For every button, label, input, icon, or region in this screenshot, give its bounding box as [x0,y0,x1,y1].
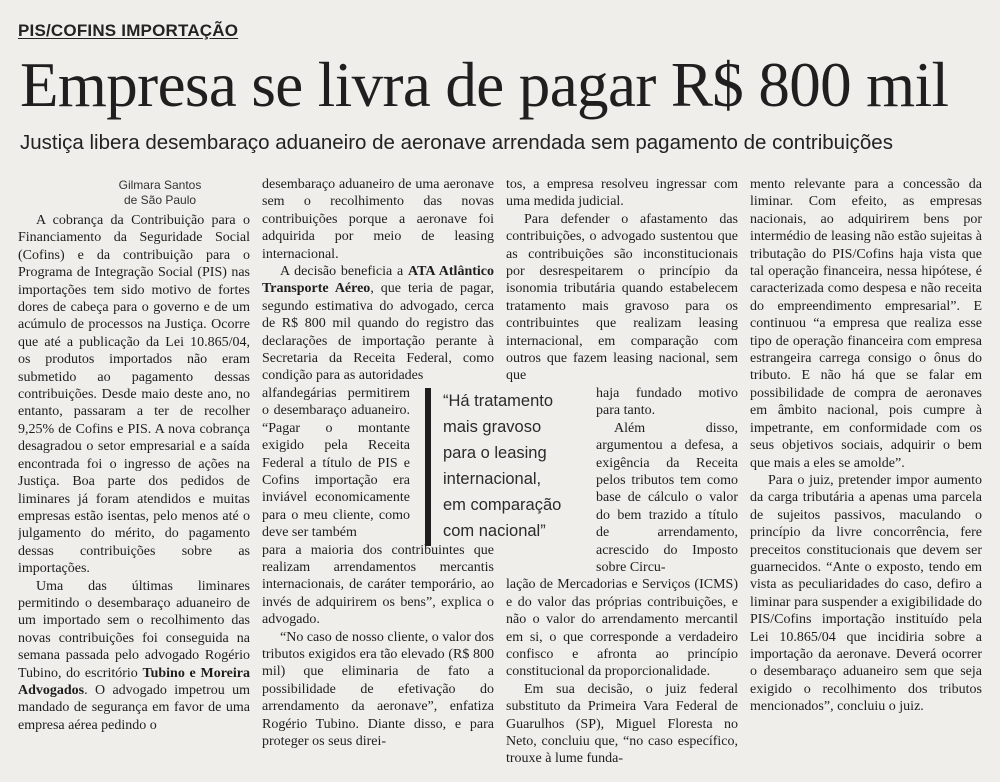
paragraph: desembaraço aduaneiro de uma aeronave sem o recolhimento das novas contribuições porque a aeronave foi adquirida por meio de leasing internacional. [262,177,494,262]
paragraph: para a maioria dos contribuintes que realizam arrendamentos mercantis internacionais, de caráter temporário, ao invés de adquirirem os bens”, explica o advogado. [262,542,494,628]
paragraph-wrapped: alfandegárias permitirem o desembaraço aduaneiro. “Pagar o montante exigido pela Receita Federal a título de PIS e Cofins importação era inviável economicamente para o meu cliente, como deve ser também [262,385,410,541]
article-column-1 [18,212,250,757]
section-rubric: PIS/COFINS IMPORTAÇÃO [18,21,239,40]
paragraph: A decisão beneficia a ATA Atlântico Transporte Aéreo, que teria de pagar, segundo estimativa do advogado, cerca de R$ 800 mil quando do registro das declarações de importação perante à Secretaria da Receita Federal, como condição para as autoridades [262,264,494,384]
pull-quote-line: com nacional” [443,522,546,540]
paragraph: Para o juiz, pretender impor aumento da carga tributária a apenas uma parcela de sujeitos passivos, maculando o princípio da livre concorrência, fere preceitos constitucionais que devem ser guarnecidos. “Ante o exposto, tendo em vista as peculiaridades do caso, defiro a liminar para suspender a exigibilidade do PIS/Cofins importação instituído pela Lei 10.865/04 que incidiria sobre a importação da aeronave. Deverá ocorrer o desembaraço aduaneiro sem que seja exigido o recolhimento dos tributos mencionados”, concluiu o juiz. [750,472,982,715]
pull-quote-line: para o leasing [443,444,547,462]
pull-quote-line: em comparação [443,496,562,514]
paragraph: Para defender o afastamento das contribuições, o advogado sustentou que as contribuições são inconstitucionais por desrespeitarem o princípio da isonomia tributária quando estabelecem tratamento mais gravoso para os contribuintes que realizam leasing internacional, em comparação com outros que fazem leasing nacional, sem que [506,211,738,384]
author-name: Gilmara Santos [118,178,202,192]
paragraph: lação de Mercadorias e Serviços (ICMS) e do valor das próprias contribuições, e não o valor do arrendamento mercantil em si, o que corresponde a verdadeiro confisco e afronta ao princípio constitucional da proporcionalidade. [506,577,738,680]
pull-quote [425,388,590,546]
paragraph: tos, a empresa resolveu ingressar com uma medida judicial. [506,177,738,210]
law-firm-name: Tubino e Moreira Advogados [18,665,250,698]
company-name: ATA Atlântico Transporte Aéreo [262,264,494,297]
paragraph: “No caso de nosso cliente, o valor dos tributos exigidos era tão elevado (R$ 800 mil) que eliminaria de fato a possibilidade de efetivação do arrendamento da aeronave”, enfatiza Rogério Tubino. Diante disso, e para proteger os seus direi- [262,629,494,749]
article-column-4 [750,176,982,776]
paragraph: Uma das últimas liminares permitindo o desembaraço aduaneiro de um importado sem o recolhimento das novas contribuições foi conseguida na semana passada pelo advogado Rogério Tubino, do escritório Tubino e Moreira Advogados. O advogado impetrou um mandado de segurança em favor de uma empresa aérea pedindo o [18,578,250,733]
pull-quote-line: mais gravoso [443,418,542,436]
pull-quote-line: “Há tratamento [443,392,554,410]
headline: Empresa se livra de pagar R$ 800 mil [20,50,949,120]
paragraph-wrapped: Além disso, argumentou a defesa, a exigência da Receita pelos tributos tem como base de cálculo o valor do bem trazido a título de arrendamento, acrescido do Imposto sobre Circu- [596,420,738,575]
paragraph: Em sua decisão, o juiz federal substituto da Primeira Vara Federal de Guarulhos (SP), Miguel Floresta no Neto, concluiu que, “no caso específico, trouxe à lume funda- [506,681,738,767]
paragraph: mento relevante para a concessão da liminar. Com efeito, as empresas nacionais, ao adquirirem bens por intermédio de leasing não estão sujeitas à tributação do PIS/Cofins haja vista que tal operação financeira, nessa hipótese, é caracterizada como despesa e não receita do empreendimento empresarial”. E continuou “a empresa que realiza esse tipo de operação financeira com empresa estrangeira carrega consigo o ônus do tributo. E não há que se falar em possibilidade de compra de aeronaves em âmbito nacional, pois cumpre à impetrante, em conformidade com os seus objetivos sociais, adquirir o bem que mais a eles se amolde”. [750,177,982,471]
byline [60,178,260,208]
pull-quote-line: internacional, [443,470,542,488]
author-location: de São Paulo [123,193,197,207]
paragraph-wrapped: haja fundado motivo para tanto. [596,385,738,419]
paragraph: A cobrança da Contribuição para o Financiamento da Seguridade Social (Cofins) e da contribuição para o Programa de Integração Social (PIS) nas importações tem sido motivo de fortes dores de cabeça para o governo e de um acúmulo de processos na Justiça. Ocorre que até a publicação da Lei 10.865/04, os produtos importados não eram submetido ao pagamento dessas contribuições. Desde maio deste ano, no entanto, passaram a ter de recolher 9,25% de Cofins e PIS. A nova cobrança desagradou o setor empresarial e a saída encontrada foi o ingresso de ações na Justiça. Boa parte dos pedidos de liminares já foram atendidos e muitas empresas estão isentas, pelo menos até o julgamento do mérito, do pagamento dessas contribuições sobre as importações. [18,213,250,577]
subheadline: Justiça libera desembaraço aduaneiro de aeronave arrendada sem pagamento de contribuições [20,131,893,154]
